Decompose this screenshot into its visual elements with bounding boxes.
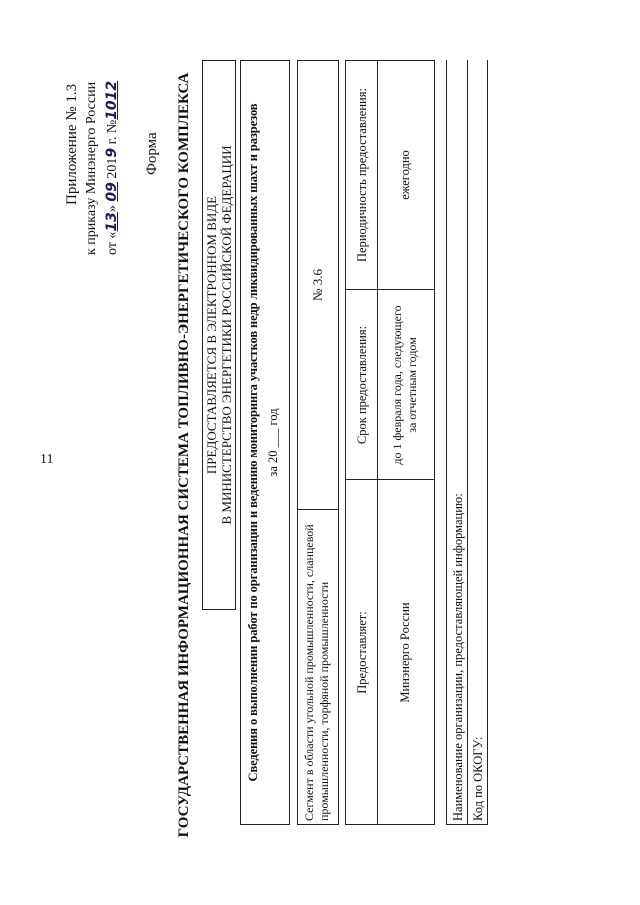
table-cell-deadline-line2: за отчетным годом bbox=[405, 337, 419, 433]
order-day-handwritten: 13 bbox=[104, 212, 120, 232]
report-title-line2: за 20 ___ год bbox=[266, 408, 280, 477]
order-number-handwritten: 1012 bbox=[104, 80, 120, 120]
table-cell-deadline-line1: до 1 февраля года, следующего bbox=[390, 305, 404, 465]
form-label: Форма bbox=[144, 132, 160, 175]
report-title-line1: Сведения о выполнении работ по организации и ведению мониторинга участков недр ликвидированных шахт и разрезов bbox=[246, 103, 260, 782]
table-cell-frequency: ежегодно bbox=[398, 150, 412, 200]
submission-line2: В МИНИСТЕРСТВО ЭНЕРГЕТИКИ РОССИЙСКОЙ ФЕДЕРАЦИИ bbox=[219, 145, 234, 525]
table-cell-provider: Минэнерго России bbox=[398, 602, 412, 703]
segment-text-line1: Сегмент в области угольной промышленности, сланцевой bbox=[302, 524, 316, 821]
org-name-label: Наименование организации, предоставляющей информацию: bbox=[451, 493, 465, 821]
order-month-handwritten: 09 bbox=[104, 182, 120, 202]
appendix-label: Приложение № 1.3 bbox=[64, 83, 80, 205]
page-number: 11 bbox=[40, 452, 54, 467]
segment-number: № 3.6 bbox=[310, 269, 325, 301]
main-title: ГОСУДАРСТВЕННАЯ ИНФОРМАЦИОННАЯ СИСТЕМА ТОПЛИВНО-ЭНЕРГЕТИЧЕСКОГО КОМПЛЕКСА bbox=[176, 72, 192, 838]
order-date-line: от «13» 09 2019 г. №1012 bbox=[104, 80, 120, 255]
submission-line1: ПРЕДОСТАВЛЯЕТСЯ В ЭЛЕКТРОННОМ ВИДЕ bbox=[204, 195, 219, 475]
segment-text-line2: промышленности, торфяной промышленности bbox=[317, 581, 331, 821]
okogu-label: Код по ОКОГУ: bbox=[471, 736, 485, 821]
order-year-handwritten: 9 bbox=[104, 147, 120, 158]
order-reference-label: к приказу Минэнерго России bbox=[84, 81, 99, 255]
table-header-provider: Предоставляет: bbox=[355, 611, 369, 694]
table-header-deadline: Срок предоставления: bbox=[355, 325, 369, 445]
table-header-frequency: Периодичность предоставления: bbox=[355, 88, 369, 262]
